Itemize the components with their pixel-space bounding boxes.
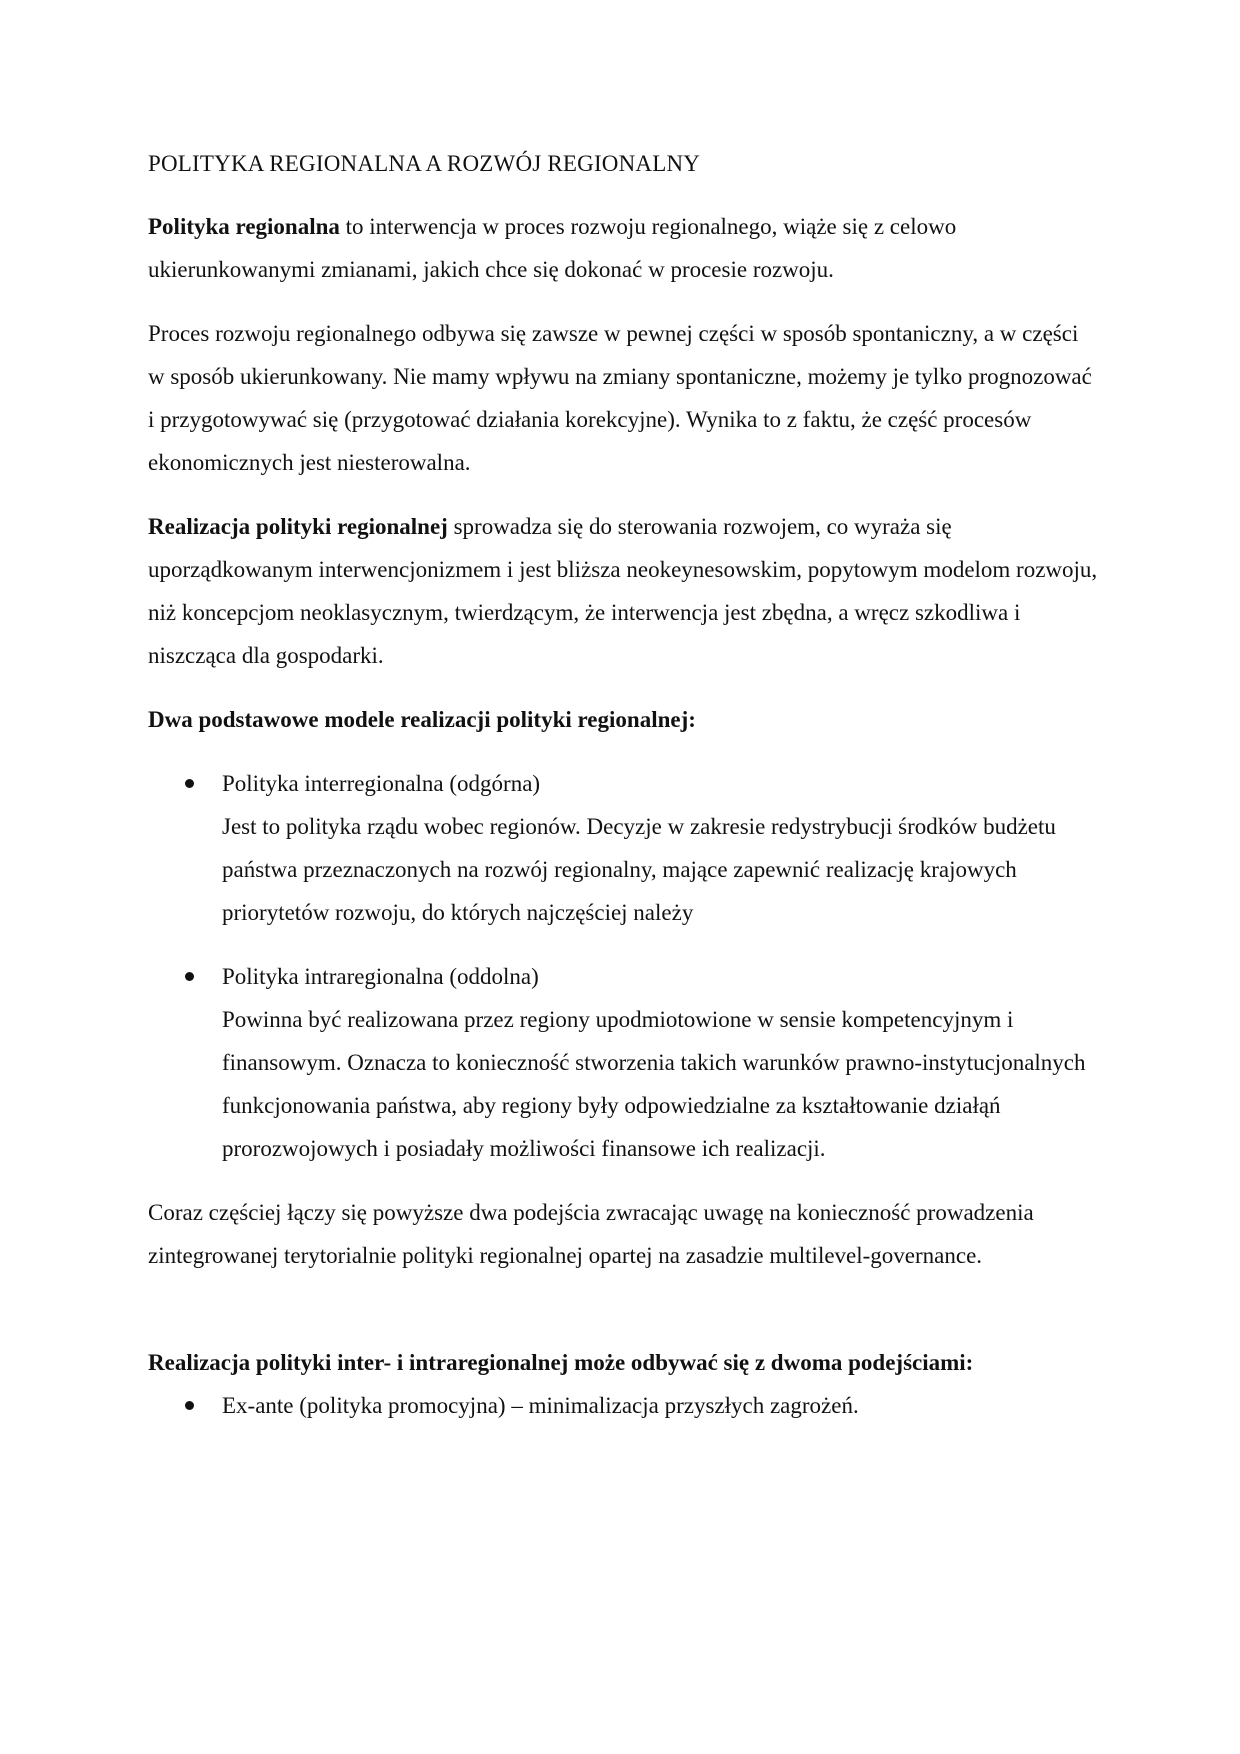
document-title: POLITYKA REGIONALNA A ROZWÓJ REGIONALNY — [148, 151, 701, 176]
bold-term: Polityka regionalna — [148, 214, 340, 239]
bullet-icon — [185, 779, 194, 788]
paragraph-text: sprowadza się do sterowania rozwojem, co wyraża się uporządkowanym interwencjonizmem i jest bliższa neokeynesowskim, popytowym modelom rozwoju, niż koncepcjom neoklasycznym, twierdzącym, że interwencja jest zbędna, a wręcz szkodliwa i niszcząca dla gospodarki. — [148, 514, 1098, 668]
list-item-title: Polityka intraregionalna (oddolna) — [222, 964, 539, 989]
paragraph-realization — [148, 505, 1098, 677]
list-item-intraregional — [148, 955, 1098, 1170]
models-list — [148, 762, 1098, 1170]
list-item-interregional — [148, 762, 1098, 934]
section-heading-approaches: Realizacja polityki inter- i intraregionalnej może odbywać się z dwoma podejściami: — [148, 1350, 974, 1375]
list-item-description: Jest to polityka rządu wobec regionów. Decyzje w zakresie redystrybucji środków budżetu państwa przeznaczonych na rozwój regionalny, mające zapewnić realizację krajowych priorytetów rozwoju, do których najczęściej należy — [222, 814, 1056, 925]
section-heading-models: Dwa podstawowe modele realizacji polityki regionalnej: — [148, 707, 696, 732]
list-item-title: Polityka interregionalna (odgórna) — [222, 771, 541, 796]
paragraph-multilevel: Coraz częściej łączy się powyższe dwa podejścia zwracając uwagę na konieczność prowadzenia zintegrowanej terytorialnie polityki regionalnej opartej na zasadzie multilevel-governance. — [148, 1200, 1034, 1268]
approaches-list — [148, 1384, 1098, 1427]
bullet-icon — [185, 972, 194, 981]
blank-line — [148, 1298, 1098, 1341]
bullet-icon — [185, 1401, 194, 1410]
paragraph-definition — [148, 205, 1098, 291]
paragraph-text: to interwencja w proces rozwoju regionalnego, wiąże się z celowo ukierunkowanymi zmianami, jakich chce się dokonać w procesie rozwoju. — [148, 214, 957, 282]
bold-term: Realizacja polityki regionalnej — [148, 514, 448, 539]
document-body — [148, 142, 1098, 1448]
list-item-ex-ante — [148, 1384, 1098, 1427]
list-item-text: Ex-ante (polityka promocyjna) – minimalizacja przyszłych zagrożeń. — [222, 1393, 859, 1418]
list-item-description: Powinna być realizowana przez regiony upodmiotowione w sensie kompetencyjnym i finansowym. Oznacza to konieczność stworzenia takich warunków prawno-instytucjonalnych funkcjonowania państwa, aby regiony były odpowiedzialne za kształtowanie działąń prorozwojowych i posiadały możliwości finansowe ich realizacji. — [222, 1007, 1086, 1161]
paragraph-process: Proces rozwoju regionalnego odbywa się zawsze w pewnej części w sposób spontaniczny, a w części w sposób ukierunkowany. Nie mamy wpływu na zmiany spontaniczne, możemy je tylko prognozować i przygotowywać się (przygotować działania korekcyjne). Wynika to z faktu, że część procesów ekonomicznych jest niesterowalna. — [148, 321, 1092, 475]
